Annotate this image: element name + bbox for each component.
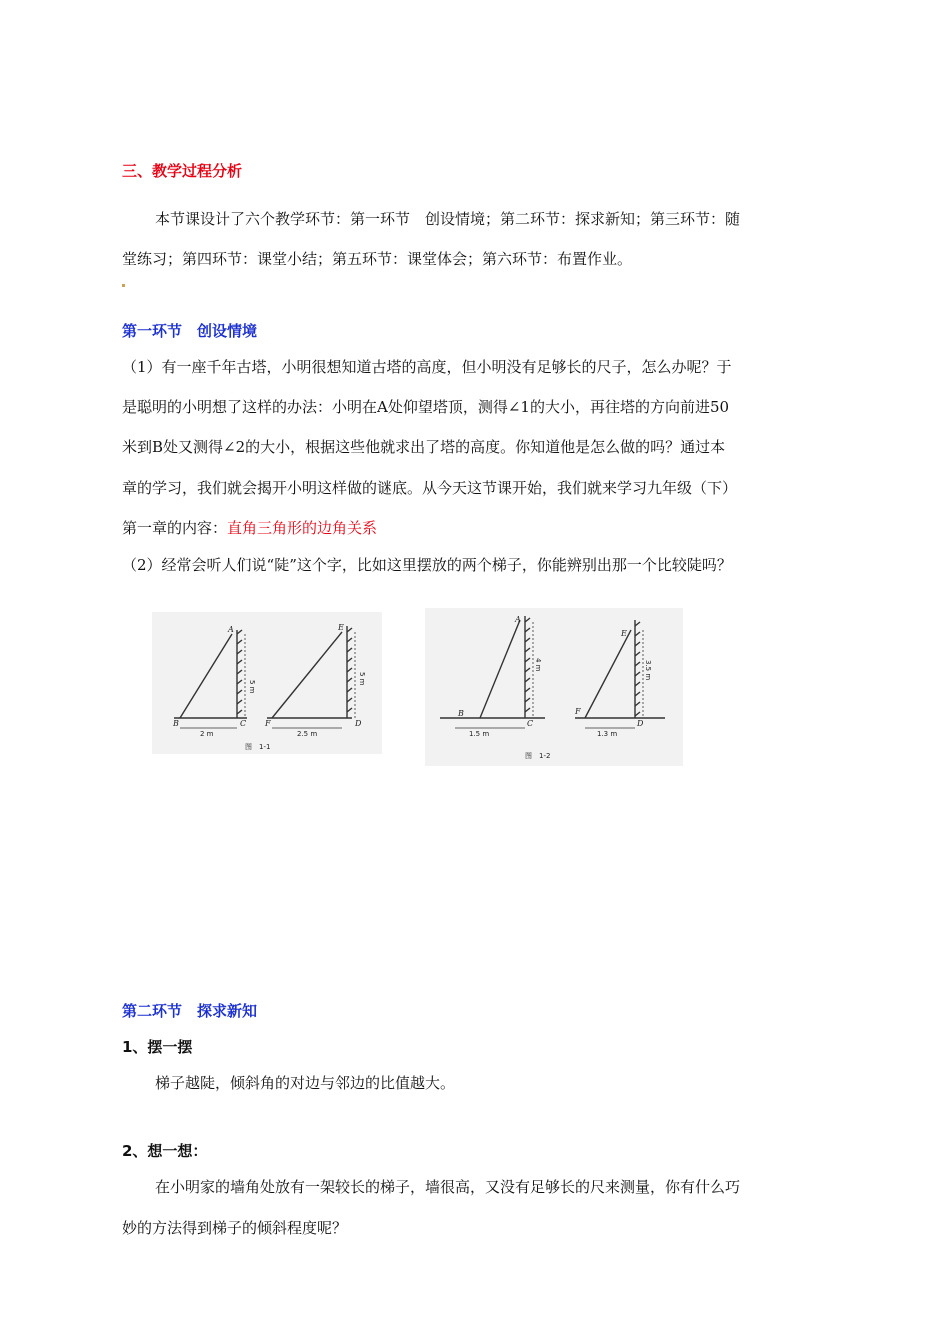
stage-one-p1-line3: 米到B处又测得∠2的大小，根据这些他就求出了塔的高度。你知道他是怎么做的吗？通过本 <box>122 438 726 456</box>
fig11-right-base: 2.5 m <box>297 730 318 738</box>
fig12-left-base: 1.5 m <box>469 730 490 738</box>
figure-1-2 <box>425 608 683 766</box>
chapter-prefix: 第一章的内容： <box>122 519 228 537</box>
fig11-label-e: E <box>338 623 344 632</box>
intro-paragraph-line1: 本节课设计了六个教学环节：第一环节 创设情境；第二环节：探求新知；第三环节：随 <box>155 210 741 228</box>
fig11-label-d: D <box>355 719 362 728</box>
fig12-label-d: D <box>637 719 644 728</box>
fig11-right-height: 5 m <box>358 672 366 686</box>
stage-one-p1-line2: 是聪明的小明想了这样的办法：小明在A处仰望塔顶，测得∠1的大小，再往塔的方向前进50 <box>122 398 730 416</box>
fig12-right-height: 3.5 m <box>644 660 652 681</box>
fig12-label-a: A <box>515 615 521 624</box>
stage-one-p1-line4: 章的学习，我们就会揭开小明这样做的谜底。从今天这节课开始，我们就来学习九年级（下） <box>122 479 738 497</box>
figure-1-1 <box>152 612 382 754</box>
fig11-caption: 图 1-1 <box>245 743 271 751</box>
stage-one-p1-line1: （1）有一座千年古塔，小明很想知道古塔的高度，但小明没有足够长的尺子，怎么办呢？于 <box>122 358 732 376</box>
fig11-label-b: B <box>173 719 179 728</box>
fig11-label-f: F <box>265 719 271 728</box>
section-title: 三、教学过程分析 <box>122 162 243 180</box>
stage-one-p2-line1: （2）经常会听人们说“陡”这个字，比如这里摆放的两个梯子，你能辨别出那一个比较陡吗？ <box>122 556 732 574</box>
sub-one-text: 梯子越陡，倾斜角的对边与邻边的比值越大。 <box>155 1074 456 1092</box>
fig12-caption: 图 1-2 <box>525 752 551 760</box>
fig11-left-base: 2 m <box>200 730 214 738</box>
intro-paragraph-line2: 堂练习；第四环节：课堂小结；第五环节：课堂体会；第六环节：布置作业。 <box>122 250 633 268</box>
sub-two-line2: 妙的方法得到梯子的倾斜程度呢？ <box>122 1219 348 1237</box>
fig12-label-e: E <box>621 629 627 638</box>
fig12-label-b: B <box>458 709 464 718</box>
fig11-left-height: 5 m <box>248 680 256 694</box>
fig12-label-c: C <box>527 719 534 728</box>
stray-dot <box>122 284 125 287</box>
sub-two-line1: 在小明家的墙角处放有一架较长的梯子，墙很高，又没有足够长的尺来测量，你有什么巧 <box>155 1178 741 1196</box>
fig11-label-c: C <box>240 719 247 728</box>
sub-one-title: 1、摆一摆 <box>122 1038 193 1056</box>
fig12-label-f: F <box>575 707 581 716</box>
fig12-right-base: 1.3 m <box>597 730 618 738</box>
stage-one-p1-line5 <box>122 516 377 540</box>
fig11-label-a: A <box>228 625 234 634</box>
fig12-left-height: 4 m <box>534 658 542 672</box>
sub-two-title: 2、想一想： <box>122 1142 208 1160</box>
stage-one-title: 第一环节 创设情境 <box>122 322 258 340</box>
chapter-topic: 直角三角形的边角关系 <box>227 519 378 537</box>
stage-two-title: 第二环节 探求新知 <box>122 1002 258 1020</box>
